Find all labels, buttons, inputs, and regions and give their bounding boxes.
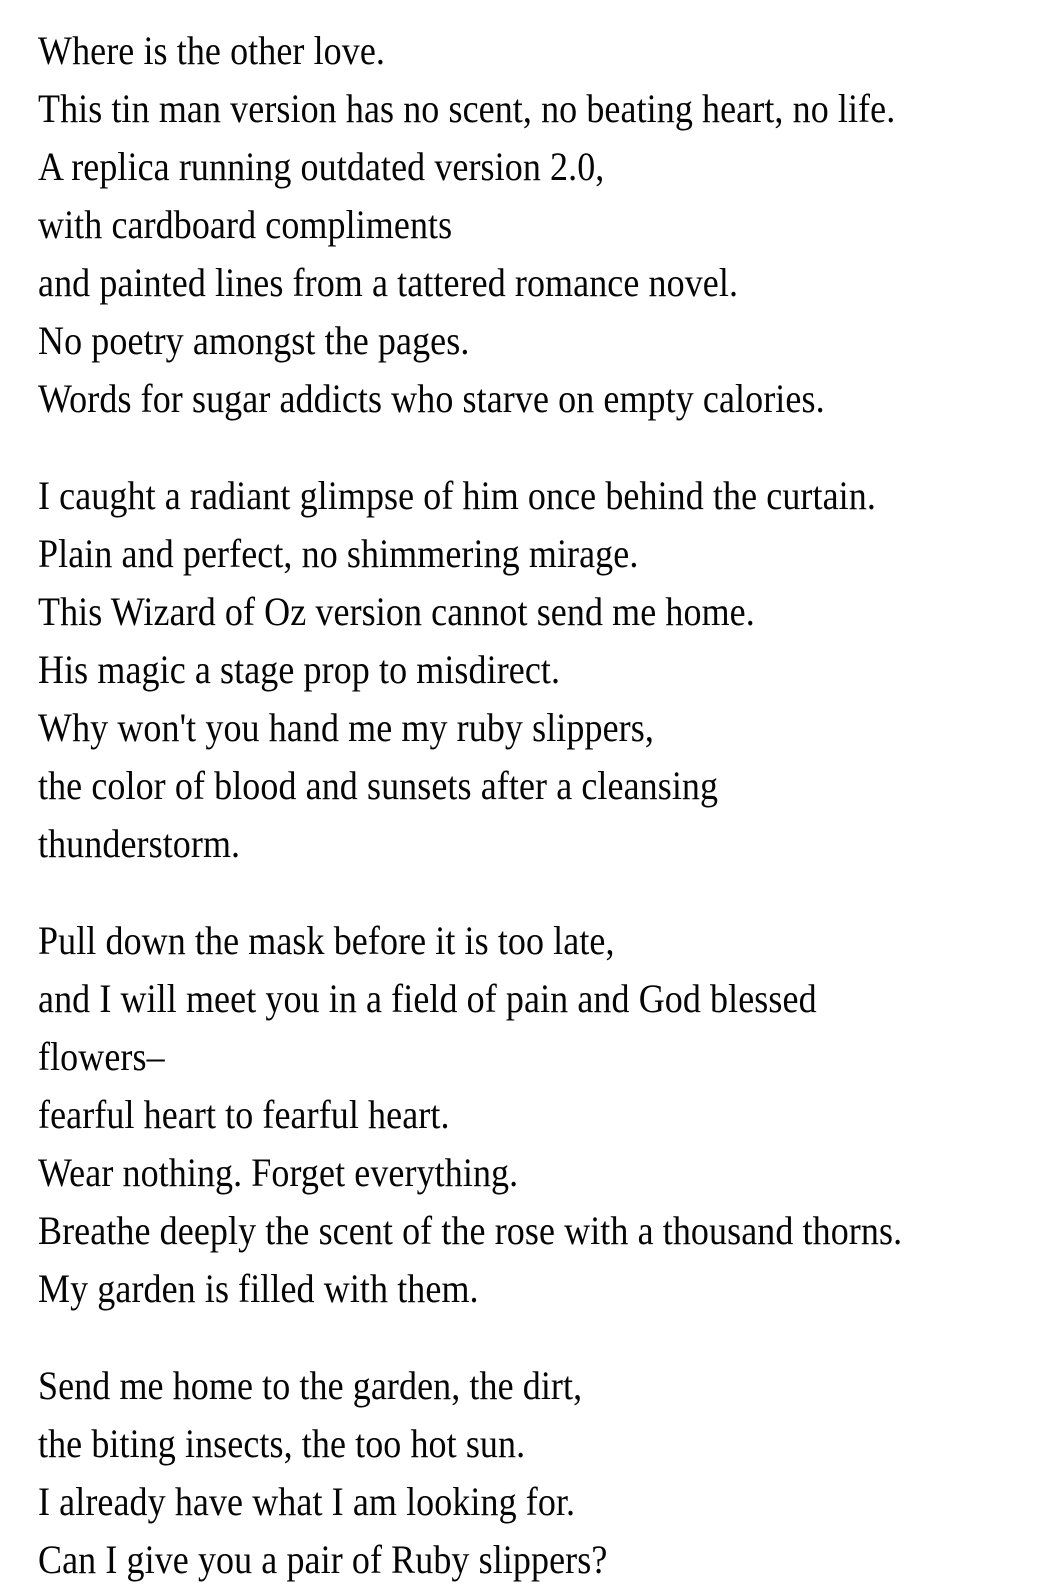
poem-line: No poetry amongst the pages. (38, 318, 470, 363)
poem-line: A replica running outdated version 2.0, (38, 144, 605, 189)
poem-line: Can I give you a pair of Ruby slippers? (38, 1537, 608, 1582)
poem-line: Pull down the mask before it is too late, (38, 918, 615, 963)
stanza-3 (38, 912, 1020, 1318)
poem-line: Where is the other love. (38, 28, 386, 73)
poem-line: My garden is filled with them. (38, 1266, 479, 1311)
poem-line: This tin man version has no scent, no beating heart, no life. (38, 86, 896, 131)
poem-line: This Wizard of Oz version cannot send me home. (38, 589, 755, 634)
poem-line: and painted lines from a tattered romance novel. (38, 260, 739, 305)
poem-line: I already have what I am looking for. (38, 1479, 576, 1524)
stanza-4 (38, 1357, 1020, 1589)
poem-line: His magic a stage prop to misdirect. (38, 647, 561, 692)
poem-line: I caught a radiant glimpse of him once behind the curtain. (38, 473, 876, 518)
poem-line: Why won't you hand me my ruby slippers, (38, 705, 654, 750)
poem-line: Plain and perfect, no shimmering mirage. (38, 531, 639, 576)
poem-line: the color of blood and sunsets after a cleansing thunderstorm. (38, 763, 728, 866)
poem-line: Breathe deeply the scent of the rose with a thousand thorns. (38, 1208, 903, 1253)
poem-line: with cardboard compliments (38, 202, 453, 247)
poem-line: the biting insects, the too hot sun. (38, 1421, 526, 1466)
poem-line: fearful heart to fearful heart. (38, 1092, 450, 1137)
poem-line: Words for sugar addicts who starve on empty calories. (38, 376, 825, 421)
poem-line: Wear nothing. Forget everything. (38, 1150, 519, 1195)
stanza-1 (38, 22, 1020, 428)
stanza-2 (38, 467, 1020, 873)
poem-line: and I will meet you in a field of pain and God blessed flowers– (38, 976, 826, 1079)
poem-line: Send me home to the garden, the dirt, (38, 1363, 583, 1408)
